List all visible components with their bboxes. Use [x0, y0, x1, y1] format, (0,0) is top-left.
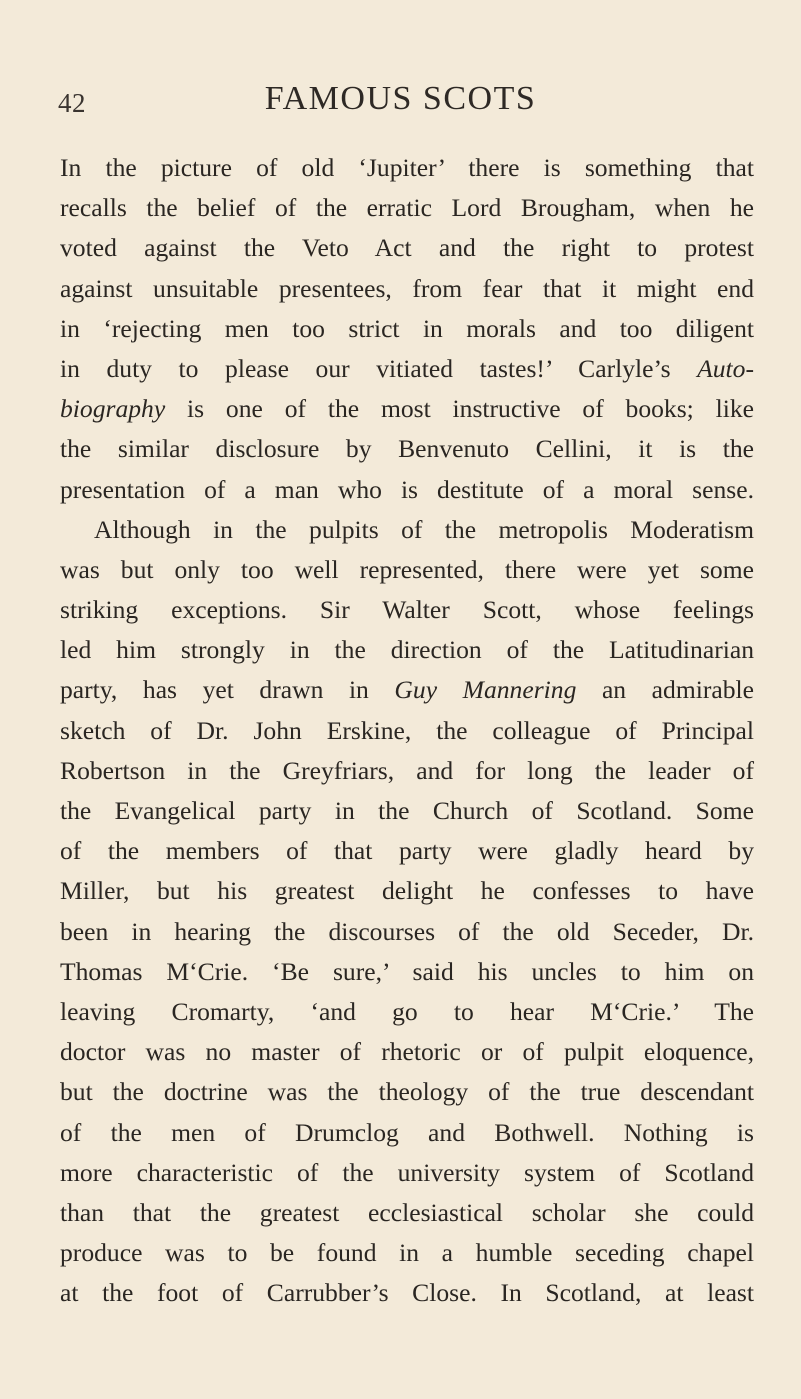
text-line: been in hearing the discourses of the old Seceder, Dr. — [60, 916, 754, 946]
running-title: FAMOUS SCOTS — [264, 80, 537, 117]
text-line: doctor was no master of rhetoric or of pulpit eloquence, — [60, 1037, 754, 1067]
text-line: at the foot of Carrubber’s Close. In Scotland, at least — [60, 1278, 754, 1308]
body-text — [60, 148, 754, 1313]
running-head — [0, 78, 801, 118]
book-title-italic: Guy Mannering — [394, 675, 577, 705]
text-line: the Evangelical party in the Church of Scotland. Some — [60, 796, 754, 825]
text-line: of the members of that party were gladly heard by — [60, 836, 754, 866]
text-line: produce was to be found in a humble seceding chapel — [60, 1238, 754, 1268]
text-line: the similar disclosure by Benvenuto Cellini, it is the — [60, 434, 754, 464]
text-line: was but only too well represented, there were yet some — [60, 554, 754, 584]
text-line: voted against the Veto Act and the right to protest — [60, 233, 754, 263]
text-line: striking exceptions. Sir Walter Scott, whose feelings — [60, 595, 754, 625]
text-line: but the doctrine was the theology of the true descendant — [60, 1077, 754, 1107]
text-line: party, has yet drawn in Guy Mannering an admirable — [60, 675, 754, 705]
text-line: leaving Cromarty, ‘and go to hear M‘Crie.’ The — [60, 996, 754, 1026]
text-line: in duty to please our vitiated tastes!’ Carlyle’s Auto- — [60, 353, 754, 383]
book-title-italic: Auto- — [697, 353, 754, 383]
text-line: sketch of Dr. John Erskine, the colleague of Principal — [60, 715, 754, 745]
text-line: Although in the pulpits of the metropolis Moderatism — [94, 514, 754, 544]
text-line: more characteristic of the university system of Scotland — [60, 1157, 754, 1187]
text-line: In the picture of old ‘Jupiter’ there is something that — [60, 153, 754, 182]
page-number: 42 — [58, 88, 86, 118]
text-line: Miller, but his greatest delight he confesses to have — [60, 876, 754, 906]
book-title-italic: biography — [60, 394, 166, 424]
text-line: presentation of a man who is destitute of a moral sense. — [60, 474, 754, 504]
text-line: Robertson in the Greyfriars, and for long the leader of — [60, 755, 754, 785]
text-line: biography is one of the most instructive of books; like — [60, 394, 754, 424]
text-line: Thomas M‘Crie. ‘Be sure,’ said his uncles to him on — [60, 956, 754, 986]
text-line: of the men of Drumclog and Bothwell. Nothing is — [60, 1117, 754, 1147]
text-line: against unsuitable presentees, from fear that it might end — [60, 273, 754, 303]
text-line: in ‘rejecting men too strict in morals and too diligent — [60, 313, 754, 343]
text-line: than that the greatest ecclesiastical scholar she could — [60, 1197, 754, 1227]
text-line: led him strongly in the direction of the Latitudinarian — [60, 635, 754, 665]
text-line: recalls the belief of the erratic Lord Brougham, when he — [60, 193, 754, 223]
